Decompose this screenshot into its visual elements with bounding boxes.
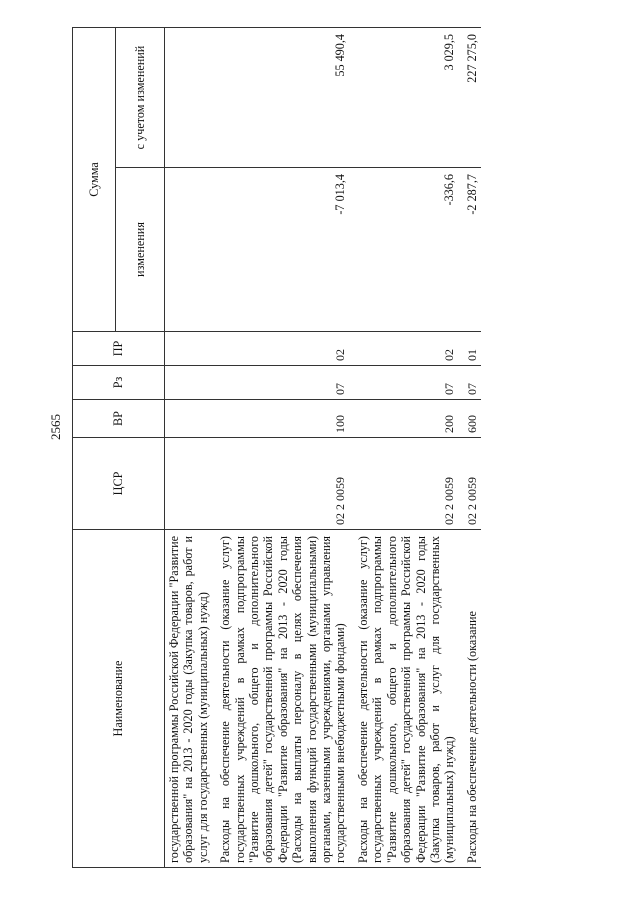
row-change (165, 168, 217, 332)
row-rz (165, 366, 217, 400)
row-name: Расходы на обеспечение деятельности (оказание услуг) государственных учреждений в рамках подпрограммы "Развитие дошкольного, общего и дополнительного образования детей" государственной программы Российской Федерации "Развитие образования" на 2013 - 2020 годы (Расходы на выплаты персоналу в целях обеспечения выполнения функций государственными (муниципальными) органами, казенными учреждениями, органами управления государственными внебюджетными фондами) (216, 530, 354, 868)
row-vr: 100 (216, 400, 354, 438)
row-change: -7 013,4 (216, 168, 354, 332)
page-number: 2565 (48, 414, 63, 440)
header-rz: Рз (73, 366, 165, 400)
budget-table (72, 27, 481, 868)
header-sum: Сумма (73, 27, 116, 331)
row-rz: 07 (354, 366, 463, 400)
row-pr: 01 (463, 332, 481, 366)
header-pr: ПР (73, 332, 165, 366)
row-csr: 02 2 0059 (463, 438, 481, 530)
rotated-table-sheet (72, 28, 552, 868)
header-change: изменения (116, 168, 165, 332)
row-change: -336,6 (354, 168, 463, 332)
table-row (463, 27, 481, 867)
header-name: Наименование (73, 530, 165, 868)
row-rz: 07 (216, 366, 354, 400)
row-name: государственной программы Российской Федерации "Развитие образования" на 2013 - 2020 годы (Закупка товаров, работ и услуг для государственных (муниципальных) нужд) (165, 530, 217, 868)
row-vr: 200 (354, 400, 463, 438)
row-with-changes (165, 27, 217, 167)
row-csr: 02 2 0059 (354, 438, 463, 530)
table-row (165, 27, 217, 867)
table-row (354, 27, 463, 867)
row-with-changes: 227 275,0 (463, 27, 481, 167)
row-vr (165, 400, 217, 438)
row-vr: 600 (463, 400, 481, 438)
row-csr: 02 2 0059 (216, 438, 354, 530)
row-with-changes: 3 029,5 (354, 27, 463, 167)
header-csr: ЦСР (73, 438, 165, 530)
row-change: -2 287,7 (463, 168, 481, 332)
row-pr: 02 (354, 332, 463, 366)
header-with-changes: с учетом изменений (116, 27, 165, 167)
header-vr: ВР (73, 400, 165, 438)
row-csr (165, 438, 217, 530)
row-pr (165, 332, 217, 366)
row-with-changes: 55 490,4 (216, 27, 354, 167)
row-name: Расходы на обеспечение деятельности (оказание (463, 530, 481, 868)
row-name: Расходы на обеспечение деятельности (оказание услуг) государственных учреждений в рамках подпрограммы "Развитие дошкольного, общего и дополнительного образования детей" государственной программы Российской Федерации "Развитие образования" на 2013 - 2020 годы (Закупка товаров, работ и услуг для государственных (муниципальных) нужд) (354, 530, 463, 868)
table-row (216, 27, 354, 867)
row-pr: 02 (216, 332, 354, 366)
row-rz: 07 (463, 366, 481, 400)
